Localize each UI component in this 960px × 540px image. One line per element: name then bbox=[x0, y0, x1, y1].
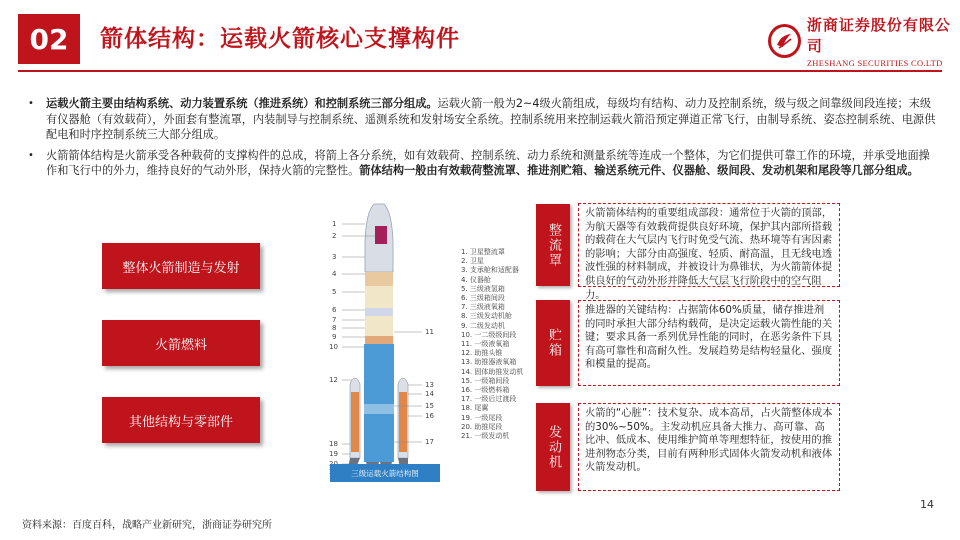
page-title: 箭体结构：运载火箭核心支撑构件 bbox=[100, 26, 460, 52]
company-logo bbox=[768, 14, 960, 68]
header-divider bbox=[18, 70, 942, 72]
logo-emblem-icon bbox=[768, 24, 801, 58]
legend-item: 1. 卫星整流罩 bbox=[461, 248, 505, 256]
bullet-item bbox=[28, 96, 938, 143]
logo-name-cn: 浙商证券股份有限公司 bbox=[806, 16, 951, 55]
legend-item: 16. 一级燃料箱 bbox=[461, 386, 510, 395]
section-label-fairing: 整流罩 bbox=[536, 204, 570, 286]
legend-item: 12. 助推头锥 bbox=[461, 349, 503, 358]
legend-item: 2. 卫星 bbox=[461, 257, 484, 266]
legend-item: 15. 一级箱间段 bbox=[461, 376, 510, 385]
legend-item: 11. 一级液氧箱 bbox=[461, 340, 510, 349]
bullet-bold-text: 箭体结构一般由有效载荷整流罩、推进剂贮箱、输送系统元件、仪器舱、级间段、发动机架和尾段等几部分组成。 bbox=[359, 164, 919, 177]
legend-item: 8. 三级发动机舱 bbox=[461, 312, 512, 321]
legend-item: 17. 一级后过渡段 bbox=[461, 395, 517, 404]
legend-item: 21. 一级发动机 bbox=[461, 432, 510, 441]
legend-item: 19. 一级尾段 bbox=[461, 413, 503, 422]
bullet-dot-icon: • bbox=[28, 98, 34, 109]
legend-item: 13. 助推器液氧箱 bbox=[461, 358, 517, 367]
section-desc-fairing: 火箭箭体结构的重要组成部段：通常位于火箭的顶部，为航天器等有效载荷提供良好环境，保护其内部所搭载的载荷在大气层内飞行时免受气流、热环境等有害因素的影响；大部分由高强度、轻质、耐高温，且无线电透波性强的材料制成，并被设计为鼻锥状，为火箭箭体提供良好的气动外形并降低大气层飞行阶段中的空气阻力。 bbox=[578, 203, 840, 287]
legend-item: 14. 固体助推发动机 bbox=[461, 367, 524, 376]
logo-name-en: ZHESHANG SECURITIES CO.LTD bbox=[806, 58, 943, 68]
category-rocket-fuel[interactable]: 火箭燃料 bbox=[102, 320, 260, 366]
legend-item: 20. 助推尾段 bbox=[461, 422, 503, 431]
bullet-text: 运载火箭一般为2~4级火箭组成，每级均有结构、动力及控制系统，级与级之间靠级间段连接；末级有仪器舱（有效载荷），外面套有整流罩，内装制导与控制系统、遥测系统和发射场安全系统。控制系统用来控制运载火箭沿预定弹道正常飞行，由制导系统、姿态控制系统、电源供配电和时序控制系统三大部分组成。 bbox=[46, 97, 936, 141]
legend-item: 3. 支承舱和适配器 bbox=[461, 266, 519, 275]
legend-item: 7. 三级液氧箱 bbox=[461, 303, 505, 312]
legend-item: 10. 一二级级间段 bbox=[461, 330, 517, 339]
category-rocket-manufacturing[interactable]: 整体火箭制造与发射 bbox=[102, 243, 260, 289]
bullet-bold-text: 运载火箭主要由结构系统、动力装置系统（推进系统）和控制系统三部分组成。 bbox=[46, 97, 438, 110]
rocket-diagram-caption: 三级运载火箭结构图 bbox=[330, 464, 440, 482]
category-other-parts[interactable]: 其他结构与零部件 bbox=[102, 397, 260, 443]
legend-item: 4. 仪器舱 bbox=[461, 275, 491, 284]
legend-item: 6. 三级箱间段 bbox=[461, 294, 505, 303]
bullet-dot-icon: • bbox=[28, 149, 34, 161]
section-desc-tank: 推进器的关键结构：占据箭体60%质量，储存推进剂的同时承担大部分结构载荷，是决定运载火箭性能的关键；要求具备一系列优异性能的同时，在恶劣条件下具有高可靠性和高耐久性。发展趋势是结构轻量化、强度和模量的提高。 bbox=[578, 300, 840, 386]
legend-item: 9. 二级发动机 bbox=[461, 321, 505, 330]
source-note: 资料来源：百度百科，战略产业新研究，浙商证券研究所 bbox=[22, 520, 272, 531]
section-desc-engine: 火箭的“心脏”：技术复杂、成本高昂，占火箭整体成本的30%~50%。主发动机应具备大推力、高可靠、高比冲、低成本、使用维护简单等理想特征，按使用的推进剂物态分类，目前有两种形式固体火箭发动机和液体火箭发动机。 bbox=[578, 403, 840, 491]
bullet-item bbox=[28, 148, 938, 179]
intro-bullets bbox=[28, 96, 938, 184]
legend-item: 18. 尾翼 bbox=[461, 404, 489, 413]
section-number-badge: 02 bbox=[18, 14, 80, 64]
rocket-legend bbox=[461, 248, 523, 441]
legend-item: 5. 三级液氢箱 bbox=[461, 284, 505, 293]
section-label-engine: 发动机 bbox=[536, 403, 570, 491]
section-label-tank: 贮箱 bbox=[536, 300, 570, 386]
rocket-structure-diagram: 1 2 3 4 5 6 7 8 9 10 12 18 19 11 13 14 15 16 17 bbox=[322, 202, 522, 490]
page-number: 14 bbox=[920, 498, 934, 511]
bullet-text: 火箭箭体结构是火箭承受各种载荷的支撑构件的总成，将箭上各分系统，如有效载荷、控制系统、动力系统和测量系统等连成一个整体，为它们提供可靠工作的环境，并承受地面操作和飞行中的外力，维持良好的气动外形，保持火箭的完整性。 bbox=[46, 148, 930, 177]
